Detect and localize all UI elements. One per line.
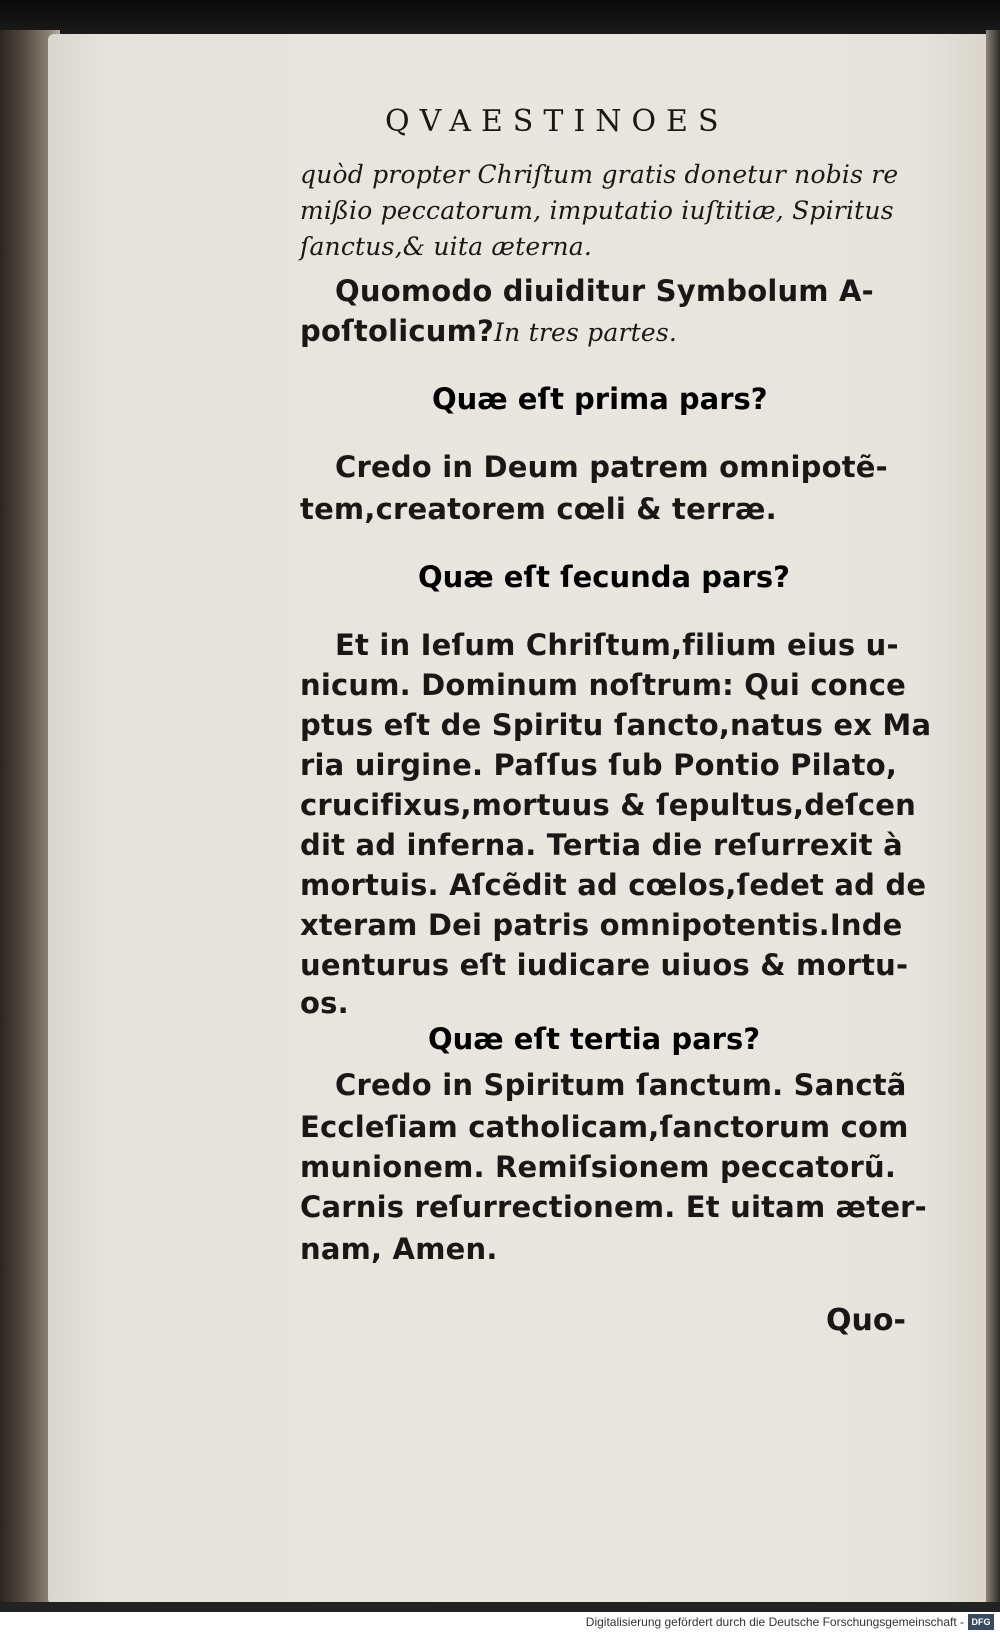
part3-line-4: Carnis reſurrectionem. Et uitam æter- xyxy=(300,1190,927,1224)
intro-line-1: quòd propter Chriſtum gratis donetur nobis re xyxy=(300,160,899,189)
part3-line-5: nam, Amen. xyxy=(300,1232,498,1266)
digitization-footer xyxy=(0,1612,1000,1634)
part2-line-1: Et in Ieſum Chriſtum,filium eius u- xyxy=(335,628,899,662)
dfg-logo-icon: DFG xyxy=(968,1614,994,1630)
part3-line-3: munionem. Remiſsionem peccatorũ. xyxy=(300,1150,897,1184)
part2-line-10: os. xyxy=(300,986,349,1020)
part1-heading: Quæ eſt prima pars? xyxy=(432,382,768,416)
part2-line-8: xteram Dei patris omnipotentis.Inde xyxy=(300,908,903,942)
question-line-2 xyxy=(300,312,930,350)
part2-line-5: crucifixus,mortuus & ſepultus,deſcen xyxy=(300,788,916,822)
part3-line-2: Eccleſiam catholicam,ſanctorum com xyxy=(300,1110,909,1144)
part2-line-2: nicum. Dominum noſtrum: Qui conce xyxy=(300,668,906,702)
part2-line-7: mortuis. Aſcẽdit ad cœlos,ſedet ad de xyxy=(300,868,927,902)
scan-top-shadow xyxy=(0,0,1000,34)
part1-line-2: tem,creatorem cœli & terræ. xyxy=(300,492,777,526)
catchword: Quo- xyxy=(826,1303,906,1338)
part2-line-6: dit ad inferna. Tertia die reſurrexit à xyxy=(300,828,903,862)
question-line-1: Quomodo diuiditur Symbolum A- xyxy=(335,274,874,308)
part1-line-1: Credo in Deum patrem omnipotẽ- xyxy=(335,450,888,484)
part2-line-4: ria uirgine. Paſſus ſub Pontio Pilato, xyxy=(300,748,898,782)
question-line-2-answer: In tres partes. xyxy=(494,318,678,347)
page-right-edge xyxy=(986,30,1000,1612)
part2-line-9: uenturus eſt iudicare uiuos & mortu- xyxy=(300,948,909,982)
intro-line-2: mißio peccatorum, imputatio iuſtitiæ, Spiritus xyxy=(300,196,894,225)
running-head: QVAESTINOES xyxy=(385,104,729,139)
part2-line-3: ptus eſt de Spiritu ſancto,natus ex Ma xyxy=(300,708,932,742)
part3-line-1: Credo in Spiritum ſanctum. Sanctã xyxy=(335,1068,907,1102)
part2-heading: Quæ eſt ſecunda pars? xyxy=(418,560,790,594)
intro-line-3: ſanctus,& uita æterna. xyxy=(300,232,593,261)
footer-credit: Digitalisierung gefördert durch die Deutsche Forschungsgemeinschaft - xyxy=(585,1615,964,1629)
scan-bottom-edge xyxy=(0,1602,1000,1612)
part3-heading: Quæ eſt tertia pars? xyxy=(428,1022,761,1056)
question-line-2-roman: poſtolicum? xyxy=(300,314,495,348)
